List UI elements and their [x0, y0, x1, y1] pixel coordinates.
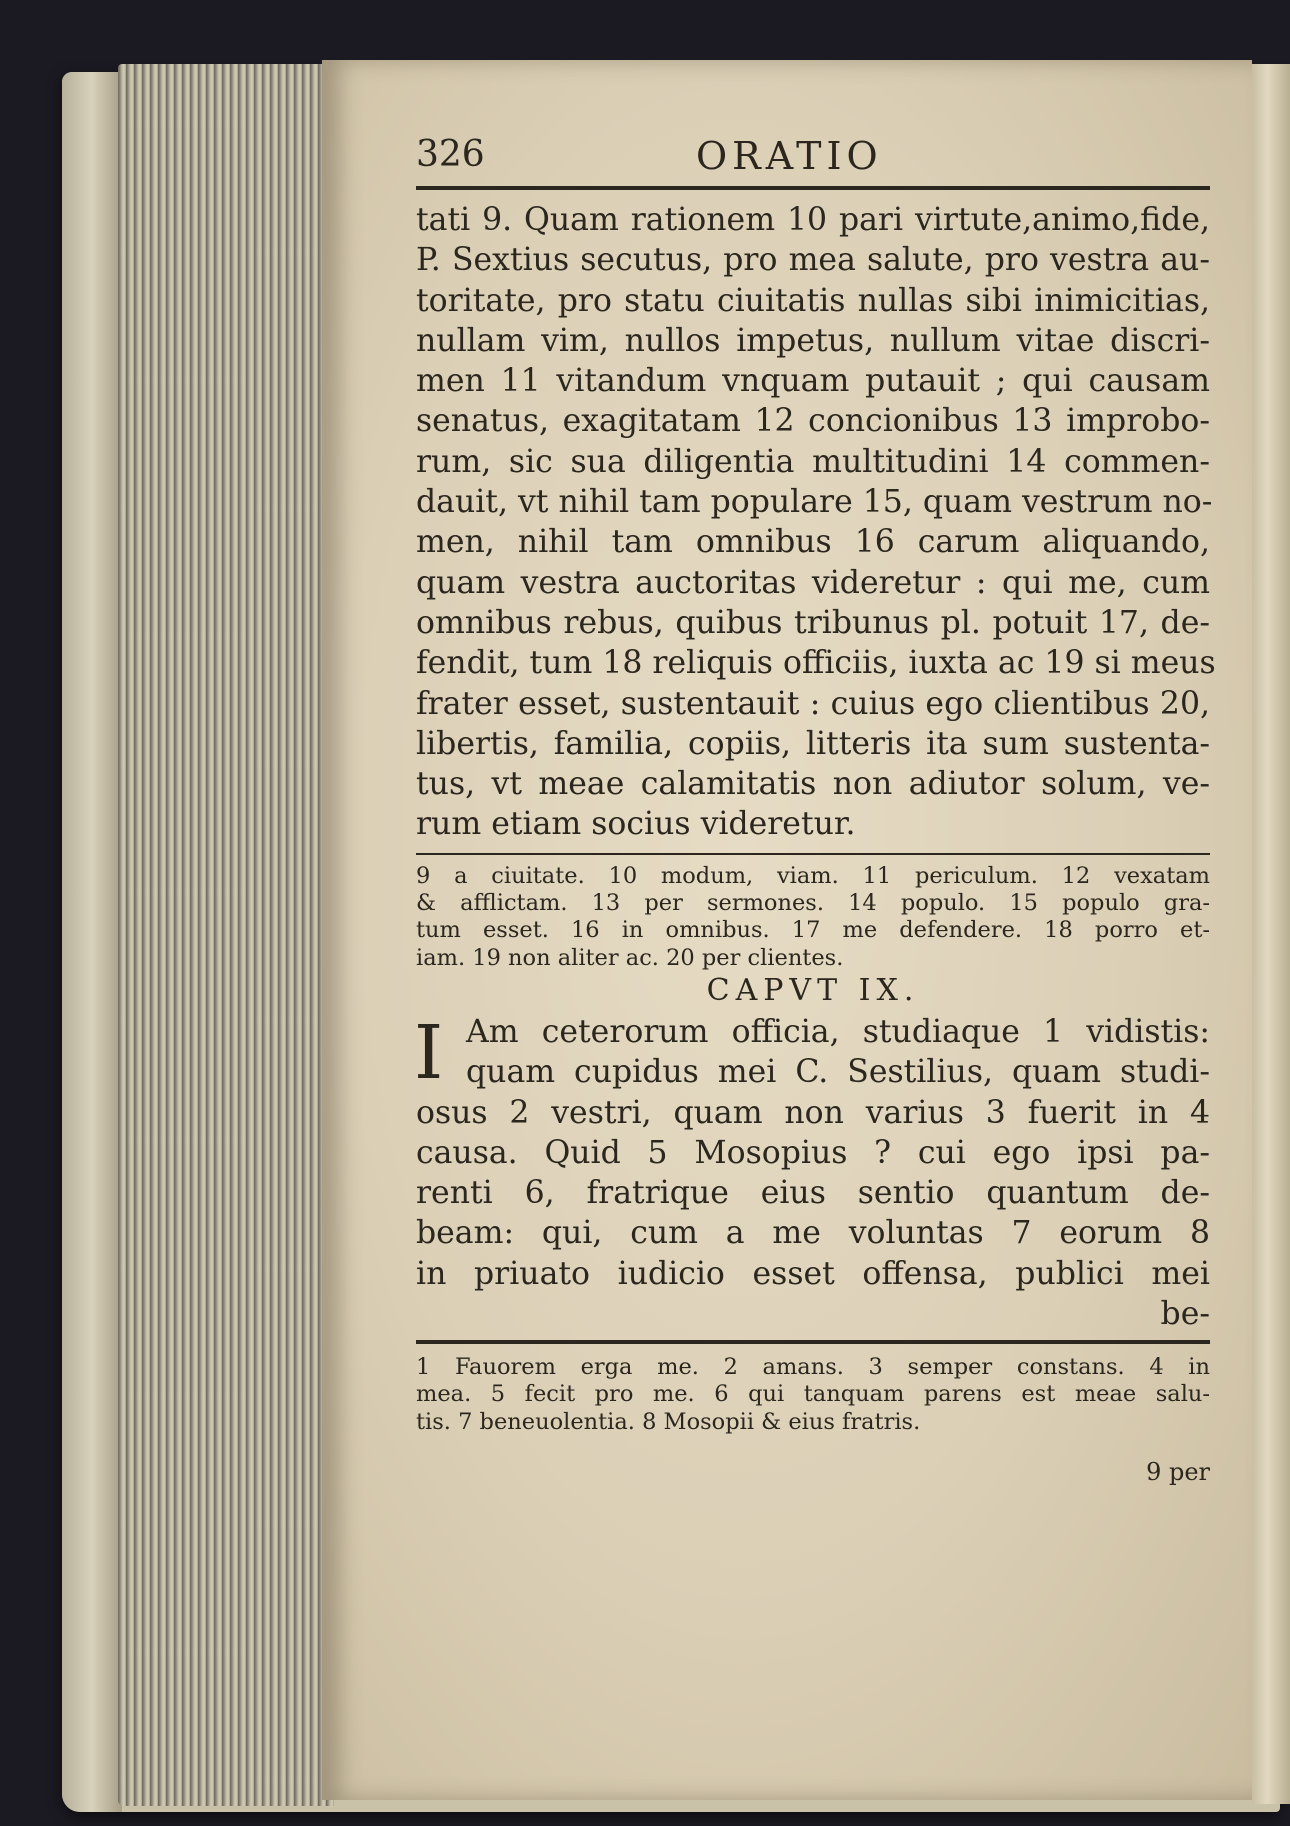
text-line: beam: qui, cum a me voluntas 7 eorum 8: [416, 1215, 1210, 1252]
note-line: 9 a ciuitate. 10 modum, viam. 11 periculum. 12 vexatam: [416, 862, 1210, 889]
page-edges: [118, 64, 334, 1806]
text-line: frater esset, sustentauit : cuius ego clientibus 20,: [416, 685, 1210, 722]
note-line: 1 Fauorem erga me. 2 amans. 3 semper constans. 4 in: [416, 1354, 1210, 1381]
text-line: renti 6, fratrique eius sentio quantum de-: [416, 1175, 1210, 1212]
marginal-notes-upper: [416, 863, 1210, 972]
text-line: causa. Quid 5 Mosopius ? cui ego ipsi pa-: [416, 1134, 1210, 1171]
text-line: tus, vt meae calamitatis non adiutor solum, ve-: [416, 766, 1210, 803]
text-line: libertis, familia, copiis, litteris ita sum sustenta-: [416, 725, 1210, 762]
text-line: quam vestra auctoritas videretur : qui me, cum: [416, 564, 1210, 601]
note-line: & afflictam. 13 per sermones. 14 populo. 15 populo gra-: [416, 890, 1210, 917]
text-line: rum etiam socius videretur.: [416, 806, 856, 843]
note-line: iam. 19 non aliter ac. 20 per clientes.: [416, 944, 844, 971]
text-line: in priuato iudicio esset offensa, publici mei: [416, 1255, 1210, 1292]
chapter-text: [414, 1009, 1210, 1334]
text-line: omnibus rebus, quibus tribunus pl. potuit 17, de-: [416, 604, 1210, 641]
page-header: [416, 120, 1210, 180]
text-line: P. Sextius secutus, pro mea salute, pro vestra au-: [416, 242, 1210, 279]
note-line: mea. 5 fecit pro me. 6 qui tanquam parens est meae salu-: [416, 1381, 1210, 1408]
page-number: 326: [416, 134, 485, 175]
bottom-catchword: 9 per: [1146, 1457, 1210, 1486]
text-line: Am ceterorum officia, studiaque 1 vidistis:: [466, 1013, 1210, 1050]
footnote-rule: [416, 1340, 1210, 1344]
text-line: dauit, vt nihil tam populare 15, quam vestrum no-: [416, 484, 1213, 521]
text-line: quam cupidus mei C. Sestilius, quam studi-: [466, 1054, 1210, 1091]
text-line: men, nihil tam omnibus 16 carum aliquando,: [416, 524, 1210, 561]
text-line: senatus, exagitatam 12 concionibus 13 improbo-: [416, 403, 1210, 440]
text-line: fendit, tum 18 reliquis officiis, iuxta ac 19 si meus: [416, 645, 1216, 682]
note-line: tis. 7 beneuolentia. 8 Mosopii & eius fratris.: [416, 1408, 921, 1435]
note-line: tum esset. 16 in omnibus. 17 me defendere. 18 porro et-: [416, 917, 1210, 944]
running-title: ORATIO: [696, 134, 883, 178]
catchword: be-: [1160, 1296, 1210, 1333]
text-line: men 11 vitandum vnquam putauit ; qui causam: [416, 363, 1210, 400]
main-text: [416, 200, 1216, 845]
page-content: [414, 120, 1216, 1486]
book-cover-edge: [62, 72, 122, 1812]
text-line: nullam vim, nullos impetus, nullum vitae discri-: [416, 322, 1210, 359]
text-line: tati 9. Quam rationem 10 pari virtute,animo,fide,: [416, 202, 1210, 238]
header-rule: [416, 186, 1210, 190]
text-line: rum, sic sua diligentia multitudini 14 commen-: [416, 443, 1210, 480]
drop-cap: I: [414, 1009, 444, 1096]
facing-page-edge: [1252, 64, 1290, 1804]
text-line: osus 2 vestri, quam non varius 3 fuerit in 4: [416, 1094, 1210, 1131]
text-line: toritate, pro statu ciuitatis nullas sibi inimicitias,: [416, 282, 1210, 319]
chapter-heading: CAPVT IX.: [706, 972, 920, 1008]
marginal-notes-lower: [416, 1354, 1210, 1436]
notes-rule: [416, 853, 1210, 855]
